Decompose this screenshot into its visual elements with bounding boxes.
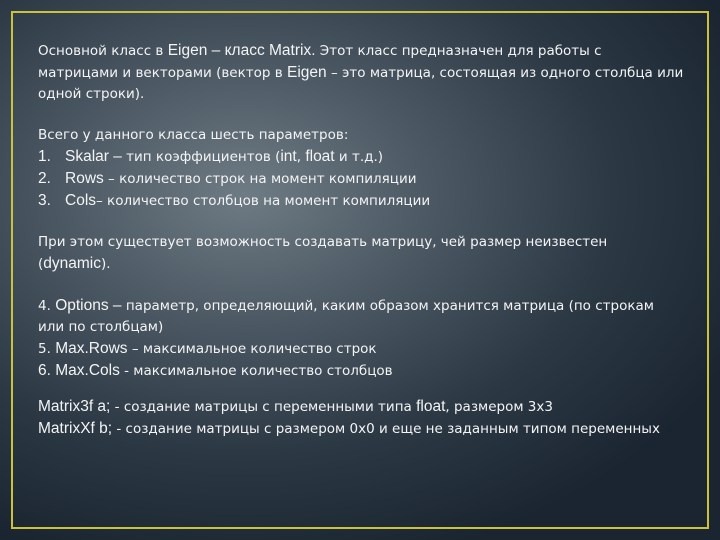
dynamic-paragraph xyxy=(38,232,684,275)
param-desc: – максимальное количество строк xyxy=(127,341,377,357)
param-desc: - максимальное количество столбцов xyxy=(119,363,393,379)
option-item-options xyxy=(38,295,684,338)
example-text: , размером 3х3 xyxy=(445,399,553,415)
param-item-rows xyxy=(38,168,684,190)
dynamic-text: ). xyxy=(101,256,111,272)
slide-content xyxy=(38,40,684,440)
param-item-skalar xyxy=(38,146,684,168)
dynamic-term: dynamic xyxy=(43,255,101,272)
param-separator: – xyxy=(108,297,126,314)
type-int: int xyxy=(280,148,297,165)
param-name: Cols xyxy=(65,192,97,209)
intro-text: – это матрица, состоящая из одного столбца или одной строки). xyxy=(38,65,684,102)
params-heading: Всего у данного класса шесть параметров: xyxy=(38,127,349,143)
param-separator: – xyxy=(108,148,127,165)
intro-paragraph xyxy=(38,40,684,105)
type-float: float xyxy=(305,148,335,165)
param-name: Options xyxy=(50,297,109,314)
list-number: 4. xyxy=(38,298,51,314)
option-item-maxrows xyxy=(38,338,684,360)
param-name: Rows xyxy=(65,170,104,187)
param-desc: – количество столбцов на момент компиляции xyxy=(96,193,431,209)
param-desc: – количество строк на момент компиляции xyxy=(103,171,417,187)
param-desc: и т.д.) xyxy=(334,149,384,165)
example-matrixxf xyxy=(38,418,684,440)
type-float: float xyxy=(416,398,446,415)
example-matrix3f xyxy=(38,396,684,418)
param-desc: параметр, определяющий, каким образом хранится матрица (по строкам или по столбцам) xyxy=(38,298,654,335)
param-desc: , xyxy=(296,149,306,165)
list-number: 1. xyxy=(38,148,51,165)
dynamic-text: При этом существует возможность создавать матрицу, чей размер неизвестен ( xyxy=(38,234,608,272)
intro-text: – класс xyxy=(207,42,270,59)
option-item-maxcols xyxy=(38,360,684,382)
param-item-cols xyxy=(38,190,684,212)
list-number: 3. xyxy=(38,192,51,209)
list-number: 5. xyxy=(38,341,51,357)
code-snippet: MatrixXf b; xyxy=(38,420,113,437)
matrix-term: Matrix xyxy=(269,42,312,59)
param-name: 6. Max.Cols xyxy=(38,362,120,379)
list-number: 2. xyxy=(38,170,51,187)
intro-text: Основной класс в xyxy=(38,43,168,59)
eigen-term: Eigen xyxy=(287,64,327,81)
intro-text: . Этот класс предназначен для работы с матрицами и векторами (вектор в xyxy=(38,43,602,81)
example-text: - создание матрицы с размером 0х0 и еще не заданным типом переменных xyxy=(112,421,660,437)
param-name: Max.Rows xyxy=(50,340,128,357)
param-desc: тип коэффициентов ( xyxy=(126,149,281,165)
code-snippet: Matrix3f a; xyxy=(38,398,111,415)
param-name: Skalar xyxy=(65,148,109,165)
example-text: - создание матрицы с переменными типа xyxy=(110,399,417,415)
eigen-term: Eigen xyxy=(167,42,208,59)
